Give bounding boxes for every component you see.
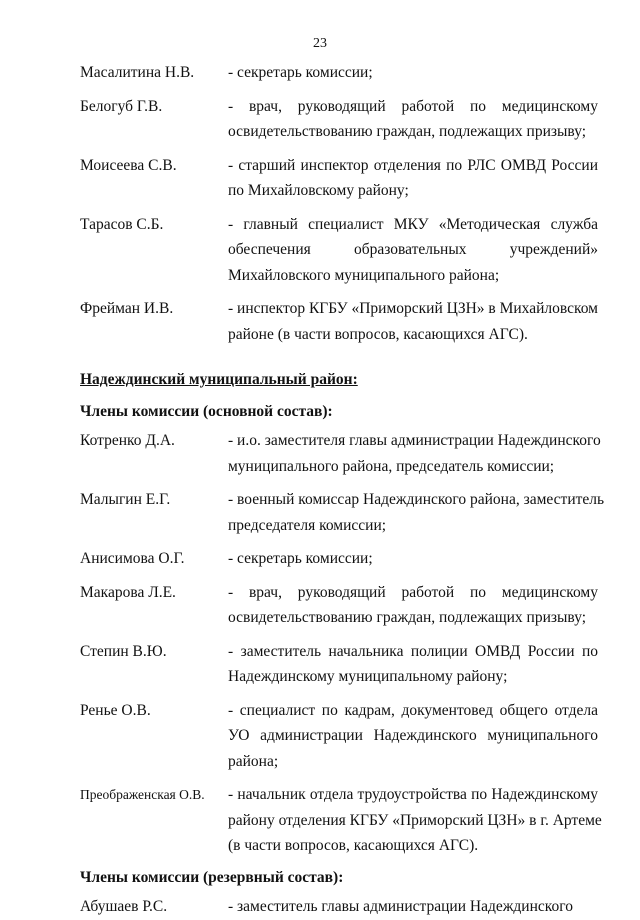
members-list-reserve bbox=[80, 894, 598, 920]
member-role bbox=[228, 60, 598, 86]
member-role-line: по Михайловскому району; bbox=[228, 182, 409, 199]
member-name: Котренко Д.А. bbox=[80, 432, 175, 449]
member-row bbox=[80, 639, 598, 690]
member-role-line: освидетельствованию граждан, подлежащих призыву; bbox=[228, 123, 587, 140]
member-name: Фрейман И.В. bbox=[80, 300, 174, 317]
member-role bbox=[228, 782, 602, 859]
members-list-main bbox=[80, 428, 605, 859]
member-row bbox=[80, 94, 598, 145]
row-gap bbox=[80, 690, 598, 698]
member-name: Малыгин Е.Г. bbox=[80, 491, 171, 508]
member-role-line: - и.о. заместителя главы администрации Надеждинского bbox=[228, 432, 601, 449]
members-list-top bbox=[80, 60, 598, 347]
section-title: Надеждинский муниципальный район: bbox=[80, 371, 358, 388]
member-role-line: УО администрации Надеждинского муниципального bbox=[228, 727, 598, 744]
member-role-line: муниципального района, председатель комиссии; bbox=[228, 457, 555, 475]
member-role-line: районе (в части вопросов, касающихся АГС). bbox=[228, 325, 528, 343]
member-role-line: - врач, руководящий работой по медицинскому bbox=[228, 583, 598, 601]
member-role-line: - секретарь комиссии; bbox=[228, 550, 373, 567]
member-name: Белогуб Г.В. bbox=[80, 97, 163, 115]
row-gap bbox=[80, 145, 598, 153]
row-gap bbox=[80, 774, 598, 782]
member-role bbox=[228, 698, 598, 775]
member-role-line: - специалист по кадрам, документовед общего отдела bbox=[228, 701, 598, 719]
member-role bbox=[228, 428, 601, 479]
member-role-line: - врач, руководящий работой по медицинскому bbox=[228, 97, 598, 115]
member-role-line: района; bbox=[228, 752, 279, 770]
page-number: 23 bbox=[313, 36, 327, 51]
member-role-line: - заместитель начальника полиции ОМВД России по bbox=[228, 642, 598, 660]
member-name: Ренье О.В. bbox=[80, 701, 151, 719]
member-name: Преображенская О.В. bbox=[80, 787, 205, 802]
member-row bbox=[80, 212, 598, 289]
member-row bbox=[80, 296, 598, 347]
member-role bbox=[228, 894, 598, 920]
member-row bbox=[80, 782, 602, 859]
member-name: Макарова Л.Е. bbox=[80, 583, 176, 601]
reserve-members-title: Члены комиссии (резервный состав): bbox=[80, 868, 344, 886]
member-role-line: освидетельствованию граждан, подлежащих призыву; bbox=[228, 609, 587, 626]
member-role-line: - военный комиссар Надеждинского района, заместитель bbox=[228, 491, 605, 508]
member-name: Анисимова О.Г. bbox=[80, 550, 185, 567]
member-role-line: - секретарь комиссии; bbox=[228, 64, 373, 81]
row-gap bbox=[80, 572, 598, 580]
member-role-line: (в части вопросов, касающихся АГС). bbox=[228, 837, 479, 854]
row-gap bbox=[80, 86, 598, 94]
row-gap bbox=[80, 479, 598, 487]
member-row bbox=[80, 60, 598, 86]
member-name: Тарасов С.Б. bbox=[80, 215, 164, 233]
member-row bbox=[80, 698, 598, 775]
member-role-line: Михайловского муниципального района; bbox=[228, 266, 500, 284]
row-gap bbox=[80, 204, 598, 212]
member-role bbox=[228, 580, 598, 631]
member-role bbox=[228, 296, 598, 347]
member-row bbox=[80, 580, 598, 631]
document-body bbox=[80, 60, 605, 920]
member-role-line: району отделения КГБУ «Приморский ЦЗН» в г. Артеме bbox=[228, 811, 602, 829]
member-role bbox=[228, 94, 598, 145]
member-row bbox=[80, 153, 598, 204]
member-row bbox=[80, 428, 601, 479]
member-role-line: - начальник отдела трудоустройства по Надеждинскому bbox=[228, 786, 598, 803]
member-role-line: - старший инспектор отделения по РЛС ОМВД России bbox=[228, 156, 598, 174]
member-name: Масалитина Н.В. bbox=[80, 64, 195, 81]
member-row bbox=[80, 546, 598, 572]
member-role-line: - инспектор КГБУ «Приморский ЦЗН» в Михайловском bbox=[228, 300, 598, 317]
member-role bbox=[228, 153, 598, 204]
member-role-line: - главный специалист МКУ «Методическая служба bbox=[228, 215, 598, 233]
member-role-line: Надеждинскому муниципальному району; bbox=[228, 668, 508, 685]
member-name: Абушаев Р.С. bbox=[80, 898, 168, 915]
row-gap bbox=[80, 538, 598, 546]
member-role bbox=[228, 212, 598, 289]
member-name: Моисеева С.В. bbox=[80, 156, 177, 174]
member-name: Степин В.Ю. bbox=[80, 642, 167, 660]
member-role-line: обеспечения образовательных учреждений» bbox=[228, 241, 598, 258]
member-role bbox=[228, 546, 598, 572]
member-role bbox=[228, 639, 598, 690]
row-gap bbox=[80, 288, 598, 296]
member-row bbox=[80, 487, 605, 538]
main-members-title: Члены комиссии (основной состав): bbox=[80, 402, 333, 420]
member-role-line: председателя комиссии; bbox=[228, 516, 387, 534]
member-role-line: - заместитель главы администрации Надеждинского bbox=[228, 898, 573, 915]
member-role bbox=[228, 487, 605, 538]
row-gap bbox=[80, 631, 598, 639]
member-row bbox=[80, 894, 598, 920]
